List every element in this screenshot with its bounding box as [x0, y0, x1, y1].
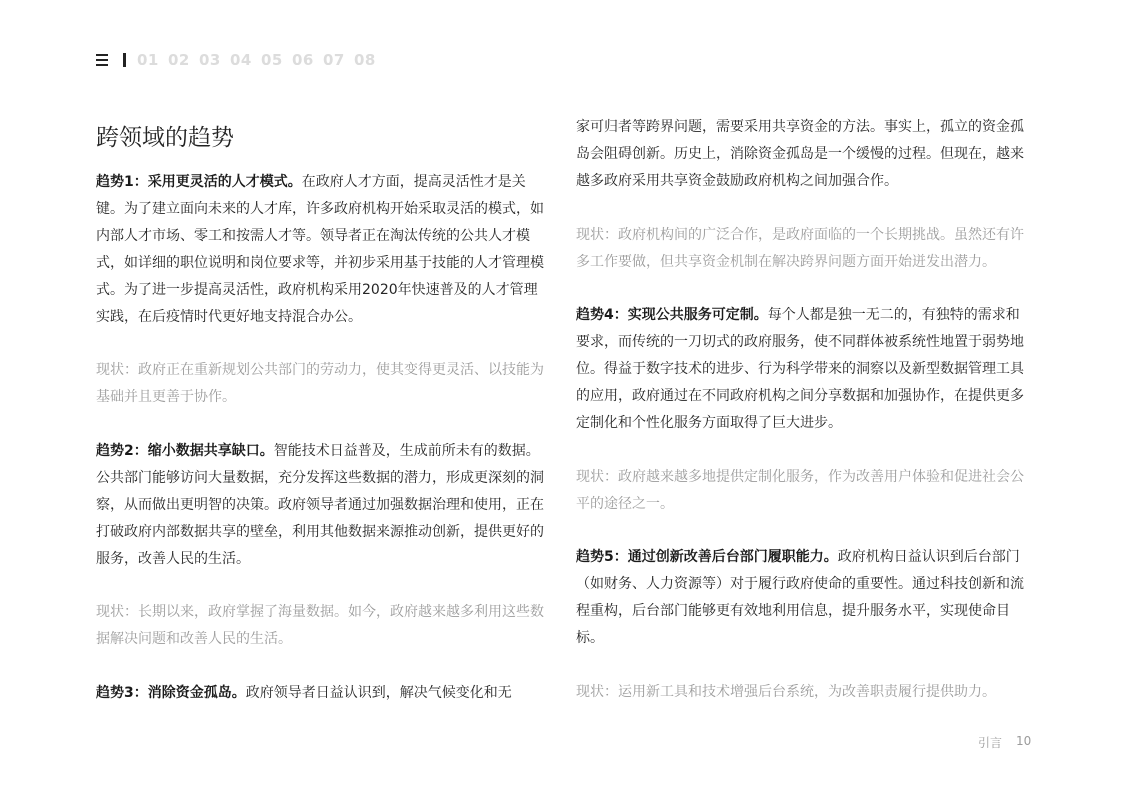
page-title: 跨领域的趋势 — [96, 125, 234, 151]
nav-section-04[interactable]: 04 — [230, 51, 252, 69]
left-column — [96, 169, 548, 707]
trend-2-status: 现状：长期以来，政府掌握了海量数据。如今，政府越来越多利用这些数据解决问题和改善人民的生活。 — [96, 604, 544, 648]
trend-5 — [576, 544, 1028, 652]
nav-section-03[interactable]: 03 — [199, 51, 221, 69]
nav-section-01[interactable]: 01 — [137, 51, 159, 69]
menu-icon[interactable] — [96, 54, 108, 66]
trend-1-status: 现状：政府正在重新规划公共部门的劳动力，使其变得更灵活、以技能为基础并且更善于协作。 — [96, 362, 544, 406]
trend-2-body: 智能技术日益普及，生成前所未有的数据。公共部门能够访问大量数据，充分发挥这些数据的潜力，形成更深刻的洞察，从而做出更明智的决策。政府领导者通过加强数据治理和使用，正在打破政府内部数据共享的壁垒，利用其他数据来源推动创新，提供更好的服务，改善人民的生活。 — [96, 443, 544, 567]
trend-4 — [576, 302, 1028, 437]
nav-section-05[interactable]: 05 — [261, 51, 283, 69]
trend-5-title: 趋势5：通过创新改善后台部门履职能力。 — [576, 549, 838, 566]
footer-section-label: 引言 — [978, 736, 1003, 750]
trend-4-title: 趋势4：实现公共服务可定制。 — [576, 307, 768, 324]
trend-3-body-part-2: 家可归者等跨界问题，需要采用共享资金的方法。事实上，孤立的资金孤岛会阻碍创新。历史上，消除资金孤岛是一个缓慢的过程。但现在，越来越多政府采用共享资金鼓励政府机构之间加强合作。 — [576, 119, 1024, 189]
page-number: 10 — [1016, 734, 1032, 748]
trend-5-body: 政府机构日益认识到后台部门（如财务、人力资源等）对于履行政府使命的重要性。通过科技创新和流程重构，后台部门能够更有效地利用信息，提升服务水平，实现使命目标。 — [576, 549, 1024, 647]
trend-3-status: 现状：政府机构间的广泛合作，是政府面临的一个长期挑战。虽然还有许多工作要做，但共享资金机制在解决跨界问题方面开始迸发出潜力。 — [576, 226, 1024, 270]
nav-section-07[interactable]: 07 — [323, 51, 345, 69]
trend-1-body: 在政府人才方面，提高灵活性才是关键。为了建立面向未来的人才库，许多政府机构开始采取灵活的模式，如内部人才市场、零工和按需人才等。领导者正在淘汰传统的公共人才模式，如详细的职位说明和岗位要求等，并初步采用基于技能的人才管理模式。为了进一步提高灵活性，政府机构采用2020年快速普及的人才管理实践，在后疫情时代更好地支持混合办公。 — [96, 174, 544, 325]
trend-3-title: 趋势3：消除资金孤岛。 — [96, 685, 246, 702]
right-column — [576, 114, 1028, 706]
trend-3 — [96, 680, 548, 707]
section-nav — [137, 51, 375, 69]
nav-section-08[interactable]: 08 — [354, 51, 376, 69]
trend-5-status: 现状：运用新工具和技术增强后台系统，为改善职责履行提供助力。 — [576, 683, 996, 700]
nav-section-02[interactable]: 02 — [168, 51, 190, 69]
top-navigation — [96, 49, 375, 71]
trend-4-body: 每个人都是独一无二的，有独特的需求和要求，而传统的一刀切式的政府服务，使不同群体被系统性地置于弱势地位。得益于数字技术的进步、行为科学带来的洞察以及新型数据管理工具的应用，政府通过在不同政府机构之间分享数据和加强协作，在提供更多定制化和个性化服务方面取得了巨大进步。 — [576, 307, 1024, 431]
trend-2 — [96, 438, 548, 573]
trend-2-title: 趋势2：缩小数据共享缺口。 — [96, 443, 274, 460]
trend-1 — [96, 169, 548, 330]
page-footer — [978, 734, 1031, 751]
trend-1-title: 趋势1：采用更灵活的人才模式。 — [96, 174, 302, 190]
current-section-indicator — [123, 53, 126, 67]
trend-3-body-part-1: 政府领导者日益认识到，解决气候变化和无 — [245, 685, 512, 702]
trend-4-status: 现状：政府越来越多地提供定制化服务，作为改善用户体验和促进社会公平的途径之一。 — [576, 468, 1024, 512]
nav-section-06[interactable]: 06 — [292, 51, 314, 69]
